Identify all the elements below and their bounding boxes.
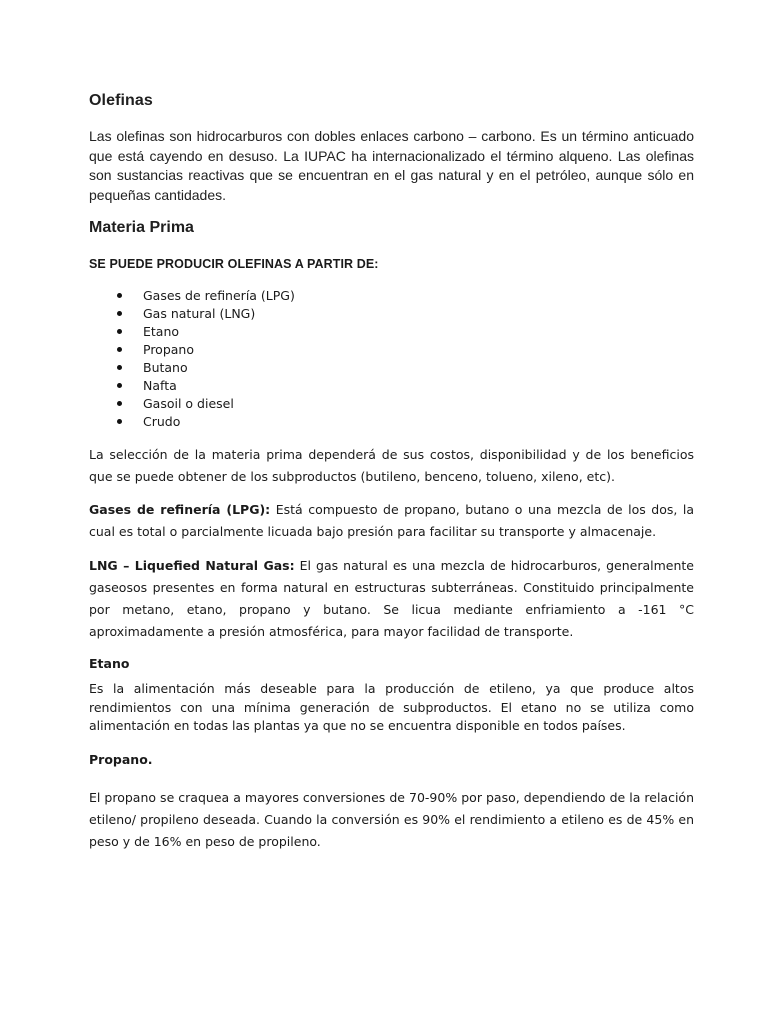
- paragraph-lpg: [89, 499, 694, 543]
- list-item-label: Gas natural (LNG): [143, 306, 256, 321]
- paragraph-propano: El propano se craquea a mayores conversiones de 70-90% por paso, dependiendo de la relación etileno/ propileno deseada. Cuando la conversión es 90% el rendimiento a etileno es de 45% en peso y de 16% en peso de propileno.: [89, 790, 694, 849]
- list-item-label: Nafta: [143, 378, 177, 393]
- bullet-icon: [117, 311, 122, 316]
- bullet-icon: [117, 365, 122, 370]
- list-item-label: Crudo: [143, 414, 181, 429]
- paragraph-olefinas: Las olefinas son hidrocarburos con dobles enlaces carbono – carbono. Es un término anticuado que está cayendo en desuso. La IUPAC ha internacionalizado el término alqueno. Las olefinas son sustancias reactivas que se encuentran en el gas natural y en el petróleo, aunque sólo en pequeñas cantidades.: [89, 128, 694, 203]
- bullet-icon: [117, 419, 122, 424]
- list-item: [117, 359, 295, 377]
- list-item: [117, 341, 295, 359]
- bullet-icon: [117, 347, 122, 352]
- list-item-label: Propano: [143, 342, 194, 357]
- subheading-fuentes: SE PUEDE PRODUCIR OLEFINAS A PARTIR DE:: [89, 257, 379, 271]
- document-page: [89, 0, 694, 1024]
- heading-materia-prima: Materia Prima: [89, 219, 194, 236]
- lng-text: El gas natural es una mezcla de hidrocarburos, generalmente gaseosos presentes en forma natural en estructuras subterráneas. Constituido principalmente por metano, etano, propano y butano. Se licua mediante enfriamiento a -161 °C aproximadamente a presión atmosférica, para mayor facilidad de transporte.: [89, 558, 694, 639]
- list-item: [117, 395, 295, 413]
- list-item: [117, 377, 295, 395]
- list-item-label: Gases de refinería (LPG): [143, 288, 295, 303]
- list-item: [117, 305, 295, 323]
- lng-label: LNG – Liquefied Natural Gas:: [89, 558, 295, 573]
- list-item-label: Gasoil o diesel: [143, 396, 234, 411]
- paragraph-seleccion: La selección de la materia prima dependerá de sus costos, disponibilidad y de los beneficios que se puede obtener de los subproductos (butileno, benceno, tolueno, xileno, etc).: [89, 447, 694, 484]
- lpg-text: Está compuesto de propano, butano o una mezcla de los dos, la cual es total o parcialmente licuada bajo presión para facilitar su transporte y almacenaje.: [89, 502, 694, 539]
- heading-olefinas: Olefinas: [89, 92, 153, 109]
- paragraph-lng: [89, 555, 694, 643]
- heading-etano: Etano: [89, 656, 130, 671]
- feedstock-list: [117, 287, 295, 431]
- list-item: [117, 323, 295, 341]
- bullet-icon: [117, 293, 122, 298]
- lpg-label: Gases de refinería (LPG):: [89, 502, 271, 517]
- list-item: [117, 287, 295, 305]
- list-item-label: Etano: [143, 324, 180, 339]
- heading-propano: Propano.: [89, 752, 153, 767]
- bullet-icon: [117, 383, 122, 388]
- bullet-icon: [117, 401, 122, 406]
- paragraph-etano: Es la alimentación más deseable para la producción de etileno, ya que produce altos rendimientos con una mínima generación de subproductos. El etano no se utiliza como alimentación en todas las plantas ya que no se encuentra disponible en todos países.: [89, 681, 694, 733]
- list-item-label: Butano: [143, 360, 188, 375]
- list-item: [117, 413, 295, 431]
- bullet-icon: [117, 329, 122, 334]
